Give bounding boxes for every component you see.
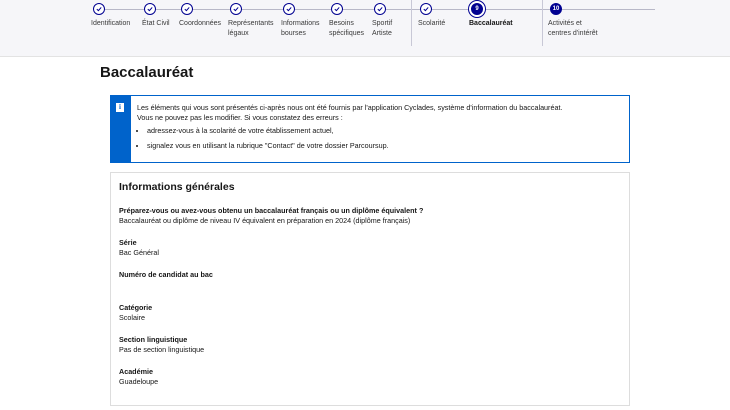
step-label: Coordonnées	[179, 20, 222, 27]
field-serie	[119, 238, 619, 258]
step-label: Identification	[91, 20, 131, 27]
stepper-divider	[411, 0, 412, 46]
field-label: Préparez-vous ou avez-vous obtenu un baccalauréat français ou un diplôme équivalent ?	[119, 206, 424, 215]
step-label: Besoins spécifiques	[329, 20, 365, 37]
notice-bullet: • signalez vous en utilisant la rubrique "Contact" de votre dossier Parcoursup.	[147, 141, 621, 151]
check-icon	[283, 3, 295, 15]
step-label: Sportif Artiste	[372, 20, 393, 37]
step-number-badge: 9	[471, 3, 483, 15]
notice-bar	[111, 96, 131, 162]
field-label: Section linguistique	[119, 335, 188, 344]
field-label: Catégorie	[119, 303, 153, 312]
field-label: Série	[119, 238, 137, 247]
check-icon	[374, 3, 386, 15]
field-value: Baccalauréat ou diplôme de niveau IV équivalent en préparation en 2024 (diplôme français)	[119, 216, 411, 225]
check-icon	[93, 3, 105, 15]
step-label: Scolarité	[418, 20, 446, 27]
step-label: Baccalauréat	[469, 20, 513, 27]
check-icon	[144, 3, 156, 15]
info-notice	[110, 95, 630, 163]
check-icon	[331, 3, 343, 15]
field-section-linguistique	[119, 335, 619, 355]
info-icon: i	[116, 103, 124, 112]
field-label: Numéro de candidat au bac	[119, 270, 213, 279]
field-label: Académie	[119, 367, 153, 376]
step-label: État Civil	[142, 20, 170, 27]
notice-list	[137, 126, 621, 151]
check-icon	[420, 3, 432, 15]
field-numero-candidat	[119, 270, 619, 280]
field-value: Pas de section linguistique	[119, 345, 205, 354]
notice-line: Les éléments qui vous sont présentés ci-après nous ont été fournis par l'application Cyclades, système d'information du baccalauréat.	[137, 103, 563, 112]
page-title: Baccalauréat	[100, 64, 194, 81]
step-label: Représentants légaux	[228, 20, 274, 37]
notice-line: Vous ne pouvez pas les modifier. Si vous constatez des erreurs :	[137, 113, 343, 122]
field-academie	[119, 367, 619, 387]
card-title: Informations générales	[119, 181, 235, 193]
check-icon	[230, 3, 242, 15]
field-categorie	[119, 303, 619, 323]
stepper-divider	[542, 0, 543, 46]
check-icon	[181, 3, 193, 15]
field-value: Scolaire	[119, 313, 145, 322]
step-label: Informations bourses	[281, 20, 320, 37]
notice-bullet: • adressez-vous à la scolarité de votre établissement actuel,	[147, 126, 621, 136]
step-label: Activités et centres d'intérêt	[548, 20, 598, 37]
field-value: Guadeloupe	[119, 377, 159, 386]
field-value: Bac Général	[119, 248, 159, 257]
step-number-badge: 10	[550, 3, 562, 15]
notice-text	[137, 103, 621, 156]
stepper	[0, 0, 730, 57]
general-info-card	[110, 172, 630, 406]
field-bac-question	[119, 206, 619, 226]
